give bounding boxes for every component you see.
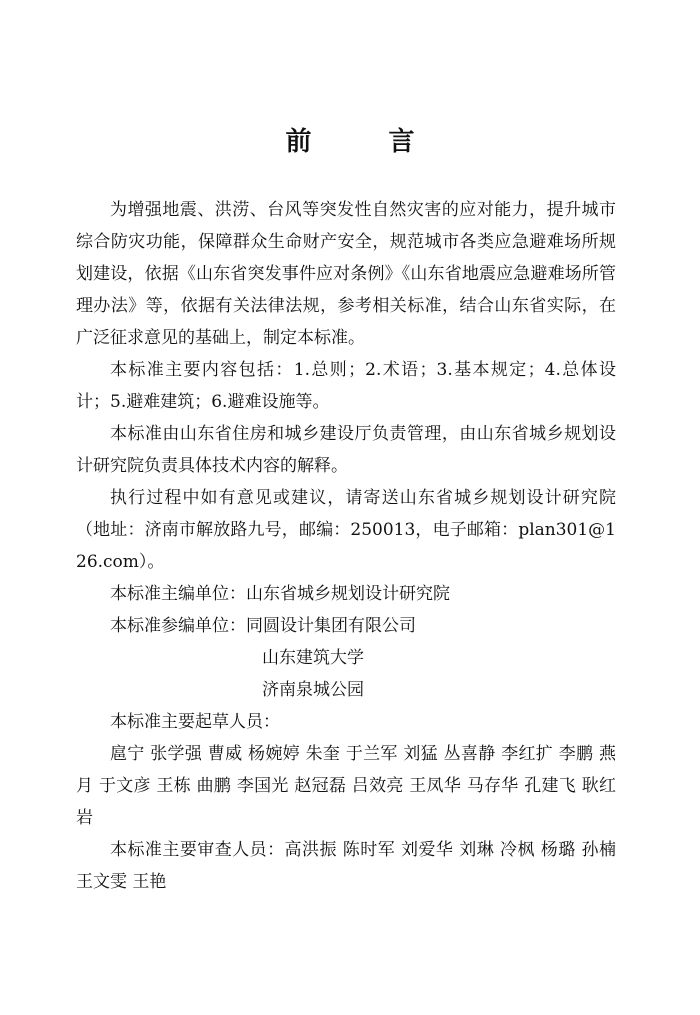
preface-body	[76, 194, 616, 898]
drafters-heading: 本标准主要起草人员：	[110, 712, 280, 732]
paragraph-contents: 本标准主要内容包括：1.总则；2.术语；3.基本规定；4.总体设计；5.避难建筑；6.避难设施等。	[76, 360, 616, 412]
paragraph-chief-editor: 本标准主编单位：山东省城乡规划设计研究院	[110, 584, 450, 604]
reviewers-list: 本标准主要审查人员：高洪振 陈时军 刘爱华 刘琳 冷枫 杨璐 孙楠 王文雯 王艳	[76, 840, 616, 892]
paragraph-management: 本标准由山东省住房和城乡建设厅负责管理，由山东省城乡规划设计研究院负责具体技术内容的解释。	[76, 424, 616, 476]
co-editor-item: 山东建筑大学	[262, 648, 364, 668]
paragraph-co-editor: 本标准参编单位：同圆设计集团有限公司	[110, 616, 416, 636]
page-title: 前 言	[285, 127, 449, 157]
drafters-list: 扈宁 张学强 曹威 杨婉婷 朱奎 于兰军 刘猛 丛喜静 李红扩 李鹏 燕月 于文彦 王栋 曲鹏 李国光 赵冠磊 吕效亮 王凤华 马存华 孔建飞 耿红岩	[76, 744, 616, 828]
paragraph-purpose: 为增强地震、洪涝、台风等突发性自然灾害的应对能力，提升城市综合防灾功能，保障群众生命财产安全，规范城市各类应急避难场所规划建设，依据《山东省突发事件应对条例》《山东省地震应急避难场所管理办法》等，依据有关法律法规，参考相关标准，结合山东省实际，在广泛征求意见的基础上，制定本标准。	[76, 200, 616, 348]
co-editor-item: 济南泉城公园	[262, 680, 364, 700]
paragraph-feedback: 执行过程中如有意见或建议，请寄送山东省城乡规划设计研究院（地址：济南市解放路九号，邮编：250013，电子邮箱：plan301@126.com）。	[76, 488, 616, 572]
